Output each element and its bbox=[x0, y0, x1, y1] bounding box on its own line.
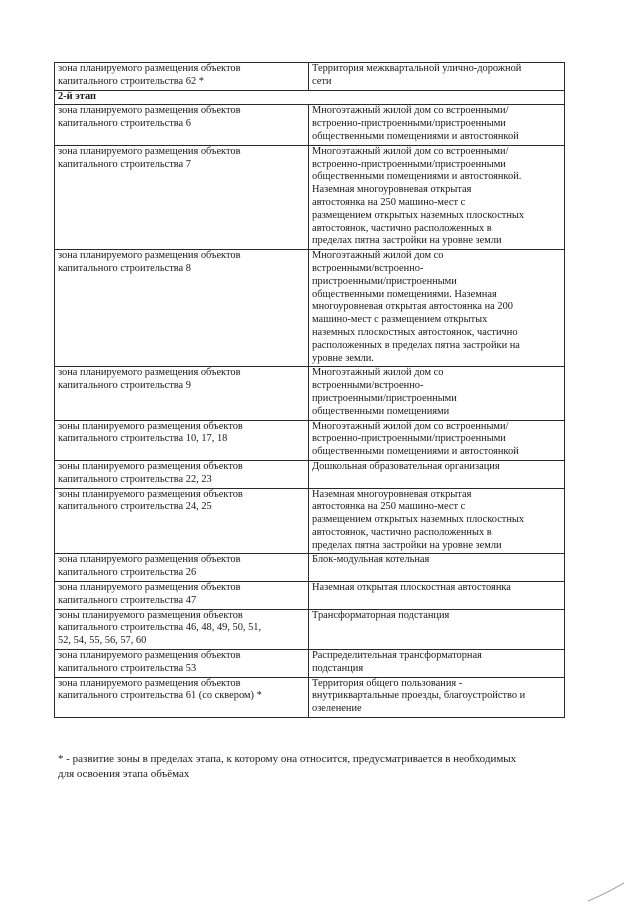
purpose-cell: Территория межквартальной улично-дорожной сети bbox=[309, 63, 565, 91]
zone-cell: зона планируемого размещения объектов капитального строительства 53 bbox=[55, 650, 309, 678]
zone-cell: зоны планируемого размещения объектов капитального строительства 10, 17, 18 bbox=[55, 420, 309, 460]
stage-label: 2-й этап bbox=[55, 90, 565, 105]
zone-cell: зоны планируемого размещения объектов капитального строительства 22, 23 bbox=[55, 460, 309, 488]
zone-cell: зона планируемого размещения объектов капитального строительства 7 bbox=[55, 145, 309, 249]
table-row bbox=[55, 582, 565, 610]
zone-cell: зона планируемого размещения объектов капитального строительства 9 bbox=[55, 367, 309, 420]
purpose-cell: Многоэтажный жилой дом со встроенными/ встроенно-пристроенными/пристроенными общественными помещениями и автостоянкой bbox=[309, 105, 565, 145]
stage-header-row bbox=[55, 90, 565, 105]
footnote: * - развитие зоны в пределах этапа, к которому она относится, предусматривается в необходимых для освоения этапа объёмах bbox=[58, 753, 517, 780]
purpose-cell: Наземная многоуровневая открытая автостоянка на 250 машино-мест с размещением открытых наземных плоскостных автостоянок, частично расположенных в пределах пятна застройки на уровне земли bbox=[309, 488, 565, 554]
purpose-cell: Наземная открытая плоскостная автостоянка bbox=[309, 582, 565, 610]
zone-cell: зона планируемого размещения объектов капитального строительства 47 bbox=[55, 582, 309, 610]
zones-table-body bbox=[55, 63, 565, 718]
table-row bbox=[55, 488, 565, 554]
table-row bbox=[55, 554, 565, 582]
purpose-cell: Многоэтажный жилой дом со встроенными/ встроенно-пристроенными/пристроенными общественными помещениями и автостоянкой. Наземная многоуровневая открытая автостоянка на 250 машино-мест с размещением открытых наземных плоскостных автостоянок, частично расположенных в пределах пятна застройки на уровне земли bbox=[309, 145, 565, 249]
table-row bbox=[55, 609, 565, 649]
table-row bbox=[55, 677, 565, 717]
zone-cell: зона планируемого размещения объектов капитального строительства 62 * bbox=[55, 63, 309, 91]
purpose-cell: Многоэтажный жилой дом со встроенными/встроенно- пристроенными/пристроенными общественными помещениями. Наземная многоуровневая открытая автостоянка на 200 машино-мест с размещением открытых наземных плоскостных автостоянок, частично расположенных в пределах пятна застройки на уровне земли. bbox=[309, 250, 565, 367]
purpose-cell: Блок-модульная котельная bbox=[309, 554, 565, 582]
table-row bbox=[55, 250, 565, 367]
table-row bbox=[55, 145, 565, 249]
zone-cell: зона планируемого размещения объектов капитального строительства 6 bbox=[55, 105, 309, 145]
zone-cell: зоны планируемого размещения объектов капитального строительства 46, 48, 49, 50, 51, 52, 54, 55, 56, 57, 60 bbox=[55, 609, 309, 649]
table-row bbox=[55, 650, 565, 678]
purpose-cell: Многоэтажный жилой дом со встроенными/встроенно- пристроенными/пристроенными общественными помещениями bbox=[309, 367, 565, 420]
table-row bbox=[55, 460, 565, 488]
purpose-cell: Территория общего пользования - внутриквартальные проезды, благоустройство и озеленение bbox=[309, 677, 565, 717]
zone-cell: зона планируемого размещения объектов капитального строительства 61 (со сквером) * bbox=[55, 677, 309, 717]
purpose-cell: Многоэтажный жилой дом со встроенными/ встроенно-пристроенными/пристроенными общественными помещениями и автостоянкой bbox=[309, 420, 565, 460]
table-row bbox=[55, 420, 565, 460]
zone-cell: зона планируемого размещения объектов капитального строительства 26 bbox=[55, 554, 309, 582]
zones-table bbox=[54, 62, 565, 718]
table-row bbox=[55, 367, 565, 420]
pen-mark bbox=[586, 881, 626, 903]
purpose-cell: Дошкольная образовательная организация bbox=[309, 460, 565, 488]
purpose-cell: Распределительная трансформаторная подстанция bbox=[309, 650, 565, 678]
purpose-cell: Трансформаторная подстанция bbox=[309, 609, 565, 649]
table-row bbox=[55, 105, 565, 145]
zone-cell: зона планируемого размещения объектов капитального строительства 8 bbox=[55, 250, 309, 367]
zone-cell: зоны планируемого размещения объектов капитального строительства 24, 25 bbox=[55, 488, 309, 554]
table-row bbox=[55, 63, 565, 91]
